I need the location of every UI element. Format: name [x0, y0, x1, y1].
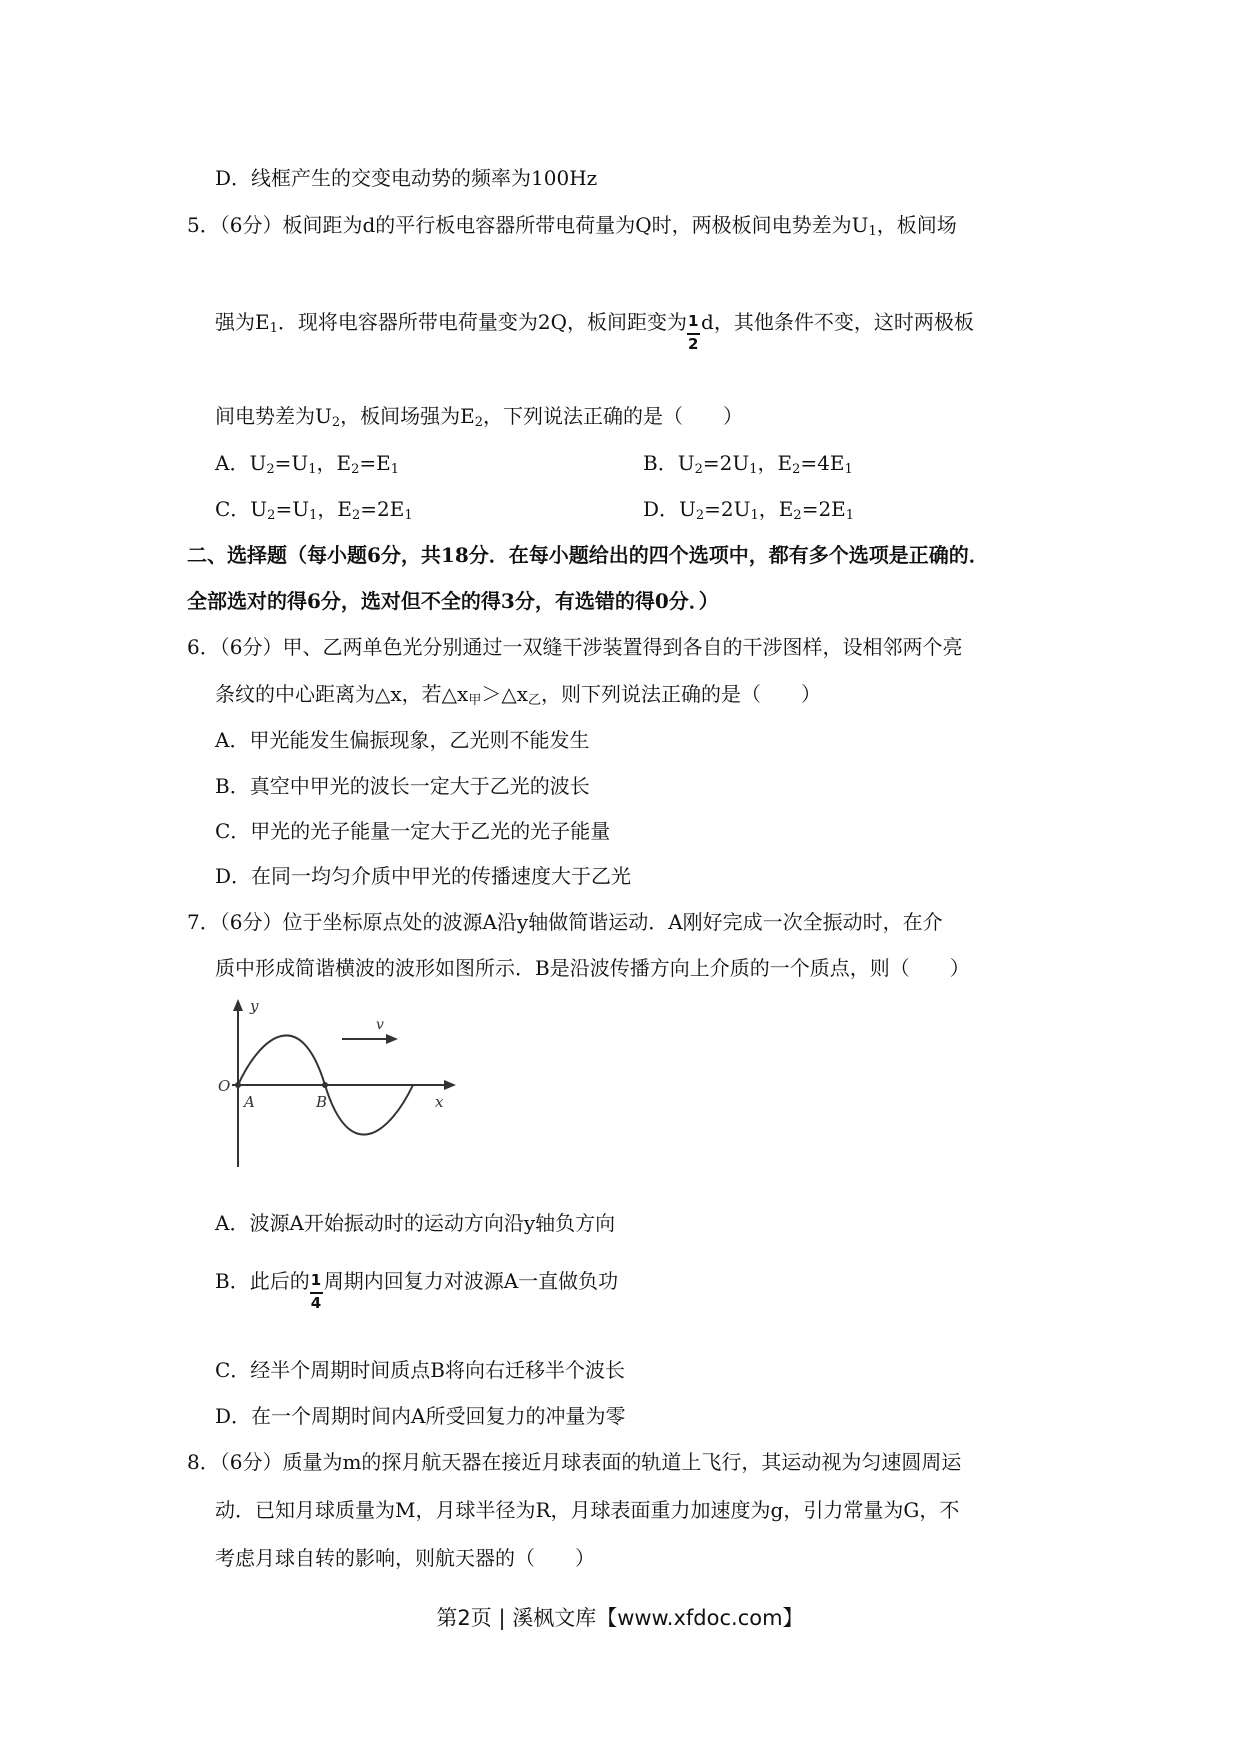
- q6-option-d: D．在同一均匀介质中甲光的传播速度大于乙光: [215, 864, 632, 888]
- q8-stem-line1: 8．（6分）质量为m的探月航天器在接近月球表面的轨道上飞行，其运动视为匀速圆周运: [187, 1450, 962, 1474]
- y-axis-label: y: [250, 997, 259, 1015]
- page-footer: 第2页 | 溪枫文库【www.xfdoc.com】: [436, 1606, 804, 1630]
- fraction-one-half: $\frac{1}{2}$: [688, 312, 699, 353]
- q6-stem-line2: 条纹的中心距离为△x，若$\triangle x_甲>\triangle x_乙$，则下列说法正确的是（ ）: [215, 682, 822, 708]
- section2-heading-line1: 二、选择题（每小题6分，共18分．在每小题给出的四个选项中，都有多个选项是正确的．: [187, 543, 989, 567]
- section2-heading-line2: 全部选对的得6分，选对但不全的得3分，有选错的得0分．）: [187, 589, 719, 613]
- fraction-one-quarter: $\frac{1}{4}$: [310, 1271, 322, 1312]
- q8-stem-line2: 动．已知月球质量为M，月球半径为R，月球表面重力加速度为g，引力常量为G，不: [215, 1498, 960, 1522]
- q8-stem-line3: 考虑月球自转的影响，则航天器的（ ）: [215, 1546, 595, 1570]
- point-b-label: B: [316, 1093, 328, 1111]
- q6-option-c: C．甲光的光子能量一定大于乙光的光子能量: [215, 819, 611, 843]
- q4-option-d: D．线框产生的交变电动势的频率为100Hz: [215, 166, 598, 190]
- q5-option-b: B．$U_2=2U_1$，$E_2=4E_1$: [643, 451, 853, 477]
- q6-stem-line1: 6．（6分）甲、乙两单色光分别通过一双缝干涉装置得到各自的干涉图样，设相邻两个亮: [187, 635, 963, 659]
- q7-option-c: C．经半个周期时间质点B将向右迁移半个波长: [215, 1358, 625, 1382]
- point-b-marker: [322, 1082, 328, 1088]
- q7-stem-line1: 7．（6分）位于坐标原点处的波源A沿y轴做简谐运动．A刚好完成一次全振动时，在介: [187, 910, 943, 934]
- q7-stem-line2: 质中形成简谐横波的波形如图所示．B是沿波传播方向上介质的一个质点，则（ ）: [215, 956, 970, 980]
- q5-option-c: C．$U_2=U_1$，$E_2=2E_1$: [215, 497, 413, 523]
- x-axis-label: x: [435, 1093, 444, 1111]
- velocity-arrow: [342, 1034, 398, 1044]
- point-a-marker: [235, 1082, 241, 1088]
- wave-figure: [210, 995, 460, 1175]
- q5-option-d: D．$U_2=2U_1$，$E_2=2E_1$: [643, 497, 855, 523]
- q5-stem-line2: 强为$E_1$．现将电容器所带电荷量变为2Q，板间距变为 $\frac{1}{2}$ d，其他条件不变，这时两极板: [215, 310, 974, 353]
- q5-stem-line1: 5．（6分）板间距为d的平行板电容器所带电荷量为Q时，两极板间电势差为$U_1$，板间场: [187, 213, 957, 239]
- q5-stem-line3: 间电势差为$U_2$，板间场强为$E_2$，下列说法正确的是（ ）: [215, 404, 744, 430]
- q6-option-a: A．甲光能发生偏振现象，乙光则不能发生: [215, 728, 590, 752]
- origin-label: O: [218, 1077, 231, 1095]
- velocity-label: v: [376, 1017, 384, 1033]
- point-a-label: A: [244, 1093, 255, 1111]
- q5-option-a: A．$U_2=U_1$，$E_2=E_1$: [215, 451, 400, 477]
- q7-option-a: A．波源A开始振动时的运动方向沿y轴负方向: [215, 1211, 616, 1235]
- q6-option-b: B．真空中甲光的波长一定大于乙光的波长: [215, 774, 590, 798]
- x-axis: [232, 1080, 456, 1090]
- q7-option-d: D．在一个周期时间内A所受回复力的冲量为零: [215, 1404, 626, 1428]
- q7-option-b: B．此后的 $\frac{1}{4}$ 周期内回复力对波源A一直做负功: [215, 1269, 619, 1312]
